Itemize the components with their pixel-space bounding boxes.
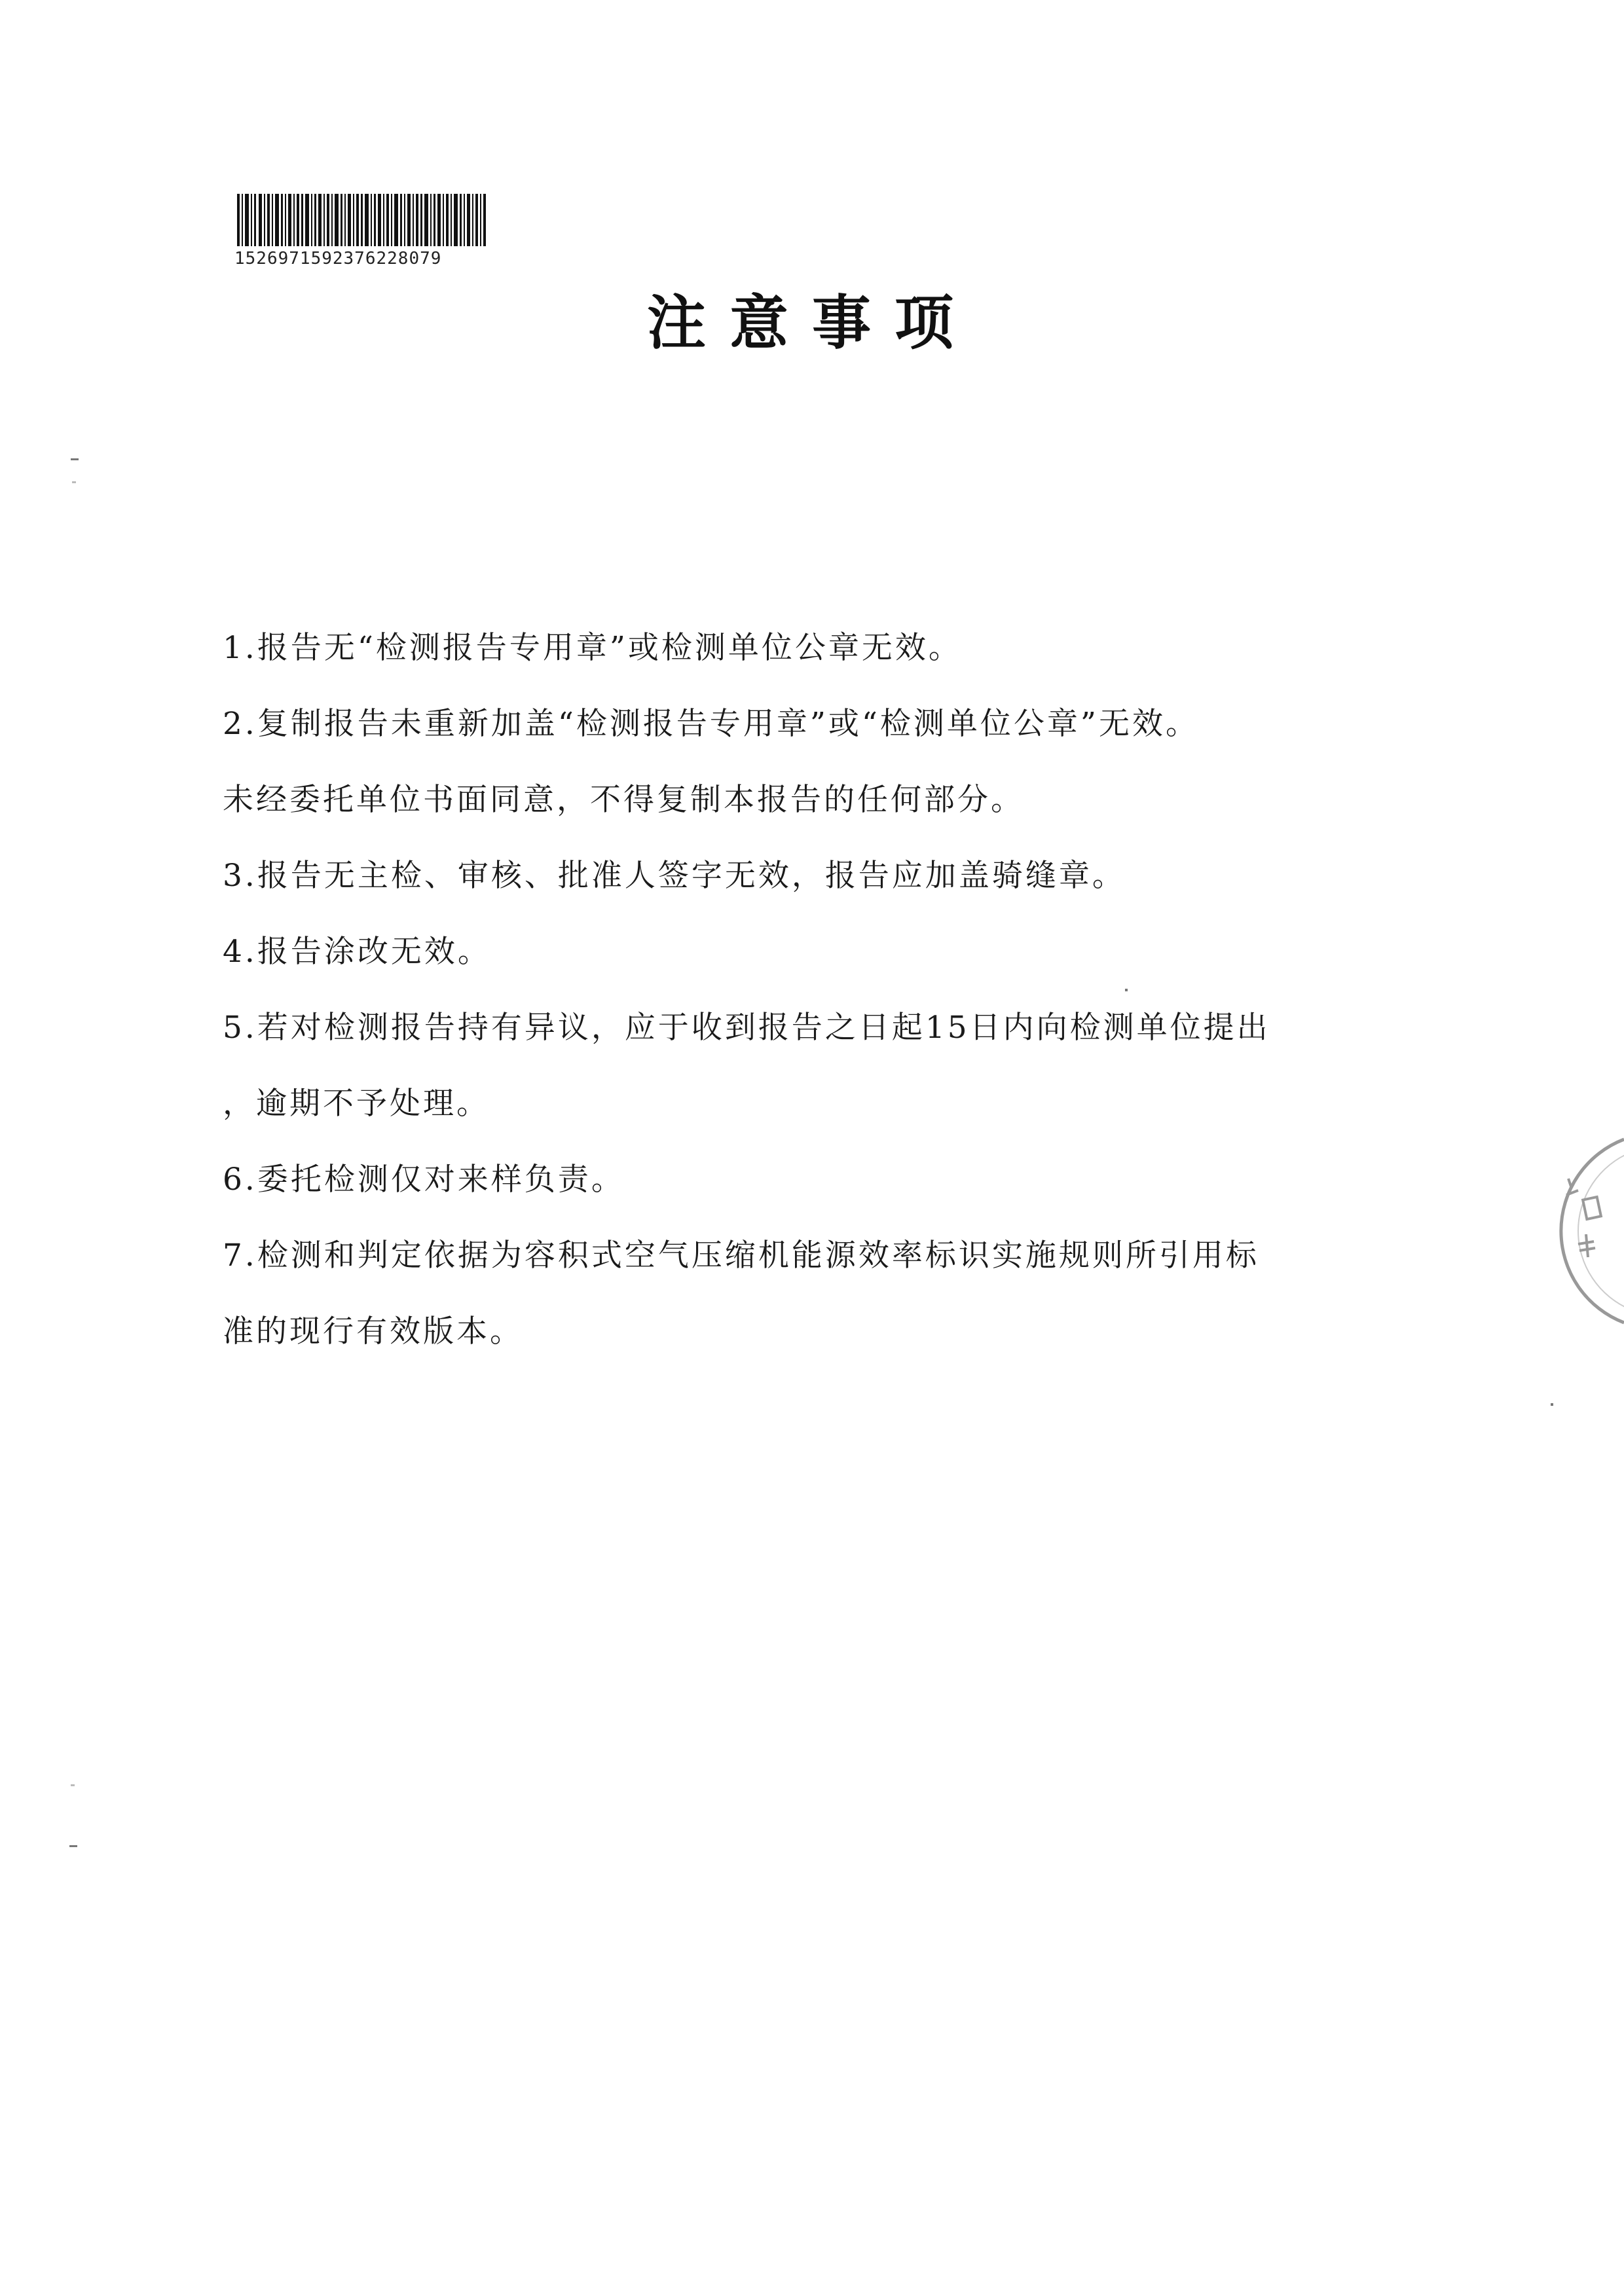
scan-mark [71,458,79,460]
notice-list [223,610,1375,1370]
notice-line: 5.若对检测报告持有异议，应于收到报告之日起15日内向检测单位提出 [223,1010,1270,1046]
scan-mark [72,481,76,483]
scan-mark [71,1784,75,1786]
notice-line: 7.检测和判定依据为容积式空气压缩机能源效率标识实施规则所引用标 [223,1238,1259,1274]
scan-mark [69,1845,77,1847]
barcode-number: 1526971592376228079 [234,249,442,268]
notice-line: ，逾期不予处理。 [223,1086,490,1122]
notice-line: 准的现行有效版本。 [223,1313,523,1349]
barcode-bars [237,194,486,246]
partial-seal-stamp [1526,1126,1624,1336]
seal-icon [1526,1126,1624,1336]
notice-line: 未经委托单位书面同意，不得复制本报告的任何部分。 [223,782,1024,818]
scan-mark [1125,989,1128,991]
page-title: 注意事项 [647,288,977,358]
notice-line: 4.报告涂改无效。 [223,934,491,970]
notice-line: 6.委托检测仅对来样负责。 [223,1162,625,1198]
notice-line: 2.复制报告未重新加盖“检测报告专用章”或“检测单位公章”无效。 [223,706,1199,742]
scan-mark [1551,1403,1553,1406]
barcode [237,194,486,246]
notice-line: 3.报告无主检、审核、批准人签字无效，报告应加盖骑缝章。 [223,858,1126,894]
notice-line: 1.报告无“检测报告专用章”或检测单位公章无效。 [223,630,962,666]
